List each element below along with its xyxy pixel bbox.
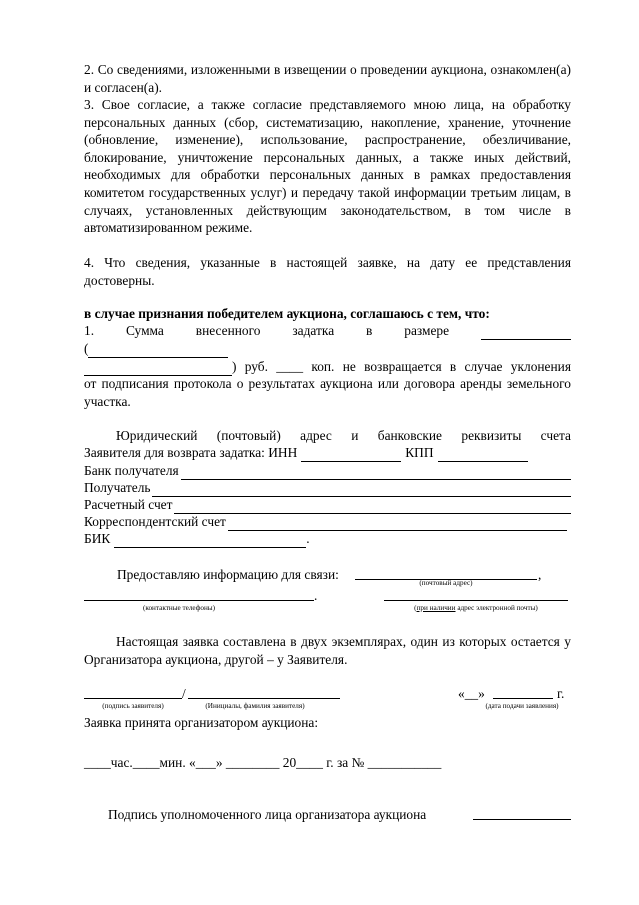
bik-field[interactable] — [114, 534, 306, 548]
winner-word-paid: внесенного — [195, 323, 261, 338]
winner-number: 1. — [84, 323, 95, 338]
bank-inn-kpp-line: Заявителя для возврата задатка: ИНН КПП — [84, 444, 571, 462]
postal-address-caption: (почтовый адрес) — [419, 579, 473, 587]
deposit-words-field-cont[interactable] — [84, 362, 232, 376]
account-field[interactable] — [174, 500, 571, 514]
winner-heading: в случае признания победителем аукциона, соглашаюсь с тем, что: — [84, 306, 490, 321]
phones-field[interactable] — [84, 600, 314, 601]
paren-open: ( — [84, 341, 89, 356]
bik-line: БИК . — [84, 531, 310, 546]
consent-item-3: 3. Свое согласие, а также согласие представляемого мною лица, на обработку персональных данных (сбор, систематизацию, накопление, хранение, уточнение (обновление, изменение), использование, распространение, обезличивание, блокирование, уничтожение персональных данных, а также иных действий, необходимых для обработки персональных данных в рамках предоставления комитетом государственных услуг) и передачу такой информации третьим лицам, в случаях, установленных действующим законодательством, в том числе в автоматизированном режиме. — [84, 97, 571, 236]
deposit-amount-field[interactable] — [481, 326, 571, 340]
bank-intro-line-1: Юридический (почтовый) адрес и банковские реквизиты счета — [116, 428, 571, 443]
winner-line-2 — [84, 340, 571, 358]
email-caption: (при наличии адрес электронной почты) — [414, 604, 538, 612]
rub-text: ) руб. ____ коп. не возвращается в случае уклонения — [232, 359, 571, 374]
accepted-time-line[interactable]: ____час.____мин. «___» ________ 20____ г. за № ___________ — [84, 755, 442, 770]
organizer-signature-text: Подпись уполномоченного лица организатора аукциона — [108, 807, 427, 822]
date-quotes: «__» — [458, 686, 485, 701]
organizer-signature-field[interactable] — [473, 819, 571, 820]
name-caption: (Инициалы, фамилия заявителя) — [205, 702, 305, 710]
corr-account-line: Корреспондентский счет — [84, 513, 571, 531]
signature-slash: / — [182, 686, 186, 701]
phones-caption: (контактные телефоны) — [142, 604, 216, 612]
winner-rest: от подписания протокола о результатах аукциона или договора аренды земельного участка. — [84, 376, 571, 409]
winner-line-3 — [84, 358, 571, 376]
recipient-bank-field[interactable] — [181, 466, 571, 480]
application-date-field[interactable] — [493, 698, 553, 699]
applicant-signature-field[interactable] — [84, 698, 182, 699]
recipient-field[interactable] — [152, 483, 571, 497]
winner-word-deposit: задатка — [292, 323, 335, 338]
year-suffix: г. — [557, 686, 565, 701]
applicant-name-field[interactable] — [188, 698, 340, 699]
kpp-field[interactable] — [438, 448, 528, 462]
winner-word-in: в — [366, 323, 373, 338]
deposit-words-field[interactable] — [88, 344, 228, 358]
accepted-text: Заявка принята организатором аукциона: — [84, 715, 319, 730]
winner-line-1 — [84, 322, 571, 340]
contacts-comma: , — [538, 567, 542, 582]
recipient-line: Получатель — [84, 479, 571, 497]
account-line: Расчетный счет — [84, 496, 571, 514]
consent-item-2: 2. Со сведениями, изложенными в извещении о проведении аукциона, ознакомлен(а) и согласен(а). — [84, 62, 571, 95]
sign-caption: (подпись заявителя) — [102, 702, 164, 710]
inn-field[interactable] — [301, 448, 401, 462]
contacts-intro: Предоставляю информацию для связи: — [117, 567, 339, 582]
phones-dot: . — [314, 588, 318, 603]
date-caption: (дата подачи заявления) — [485, 702, 559, 710]
winner-word-sum: Сумма — [125, 323, 164, 338]
consent-item-4: 4. Что сведения, указанные в настоящей заявке, на дату ее представления достоверны. — [84, 255, 571, 288]
corr-account-field[interactable] — [228, 517, 567, 531]
winner-word-amount: размере — [404, 323, 450, 338]
recipient-bank-line: Банк получателя — [84, 462, 571, 480]
email-field[interactable] — [384, 600, 568, 601]
copies-text: Настоящая заявка составлена в двух экземплярах, один из которых остается у Организатора аукциона, другой – у Заявителя. — [84, 634, 571, 667]
